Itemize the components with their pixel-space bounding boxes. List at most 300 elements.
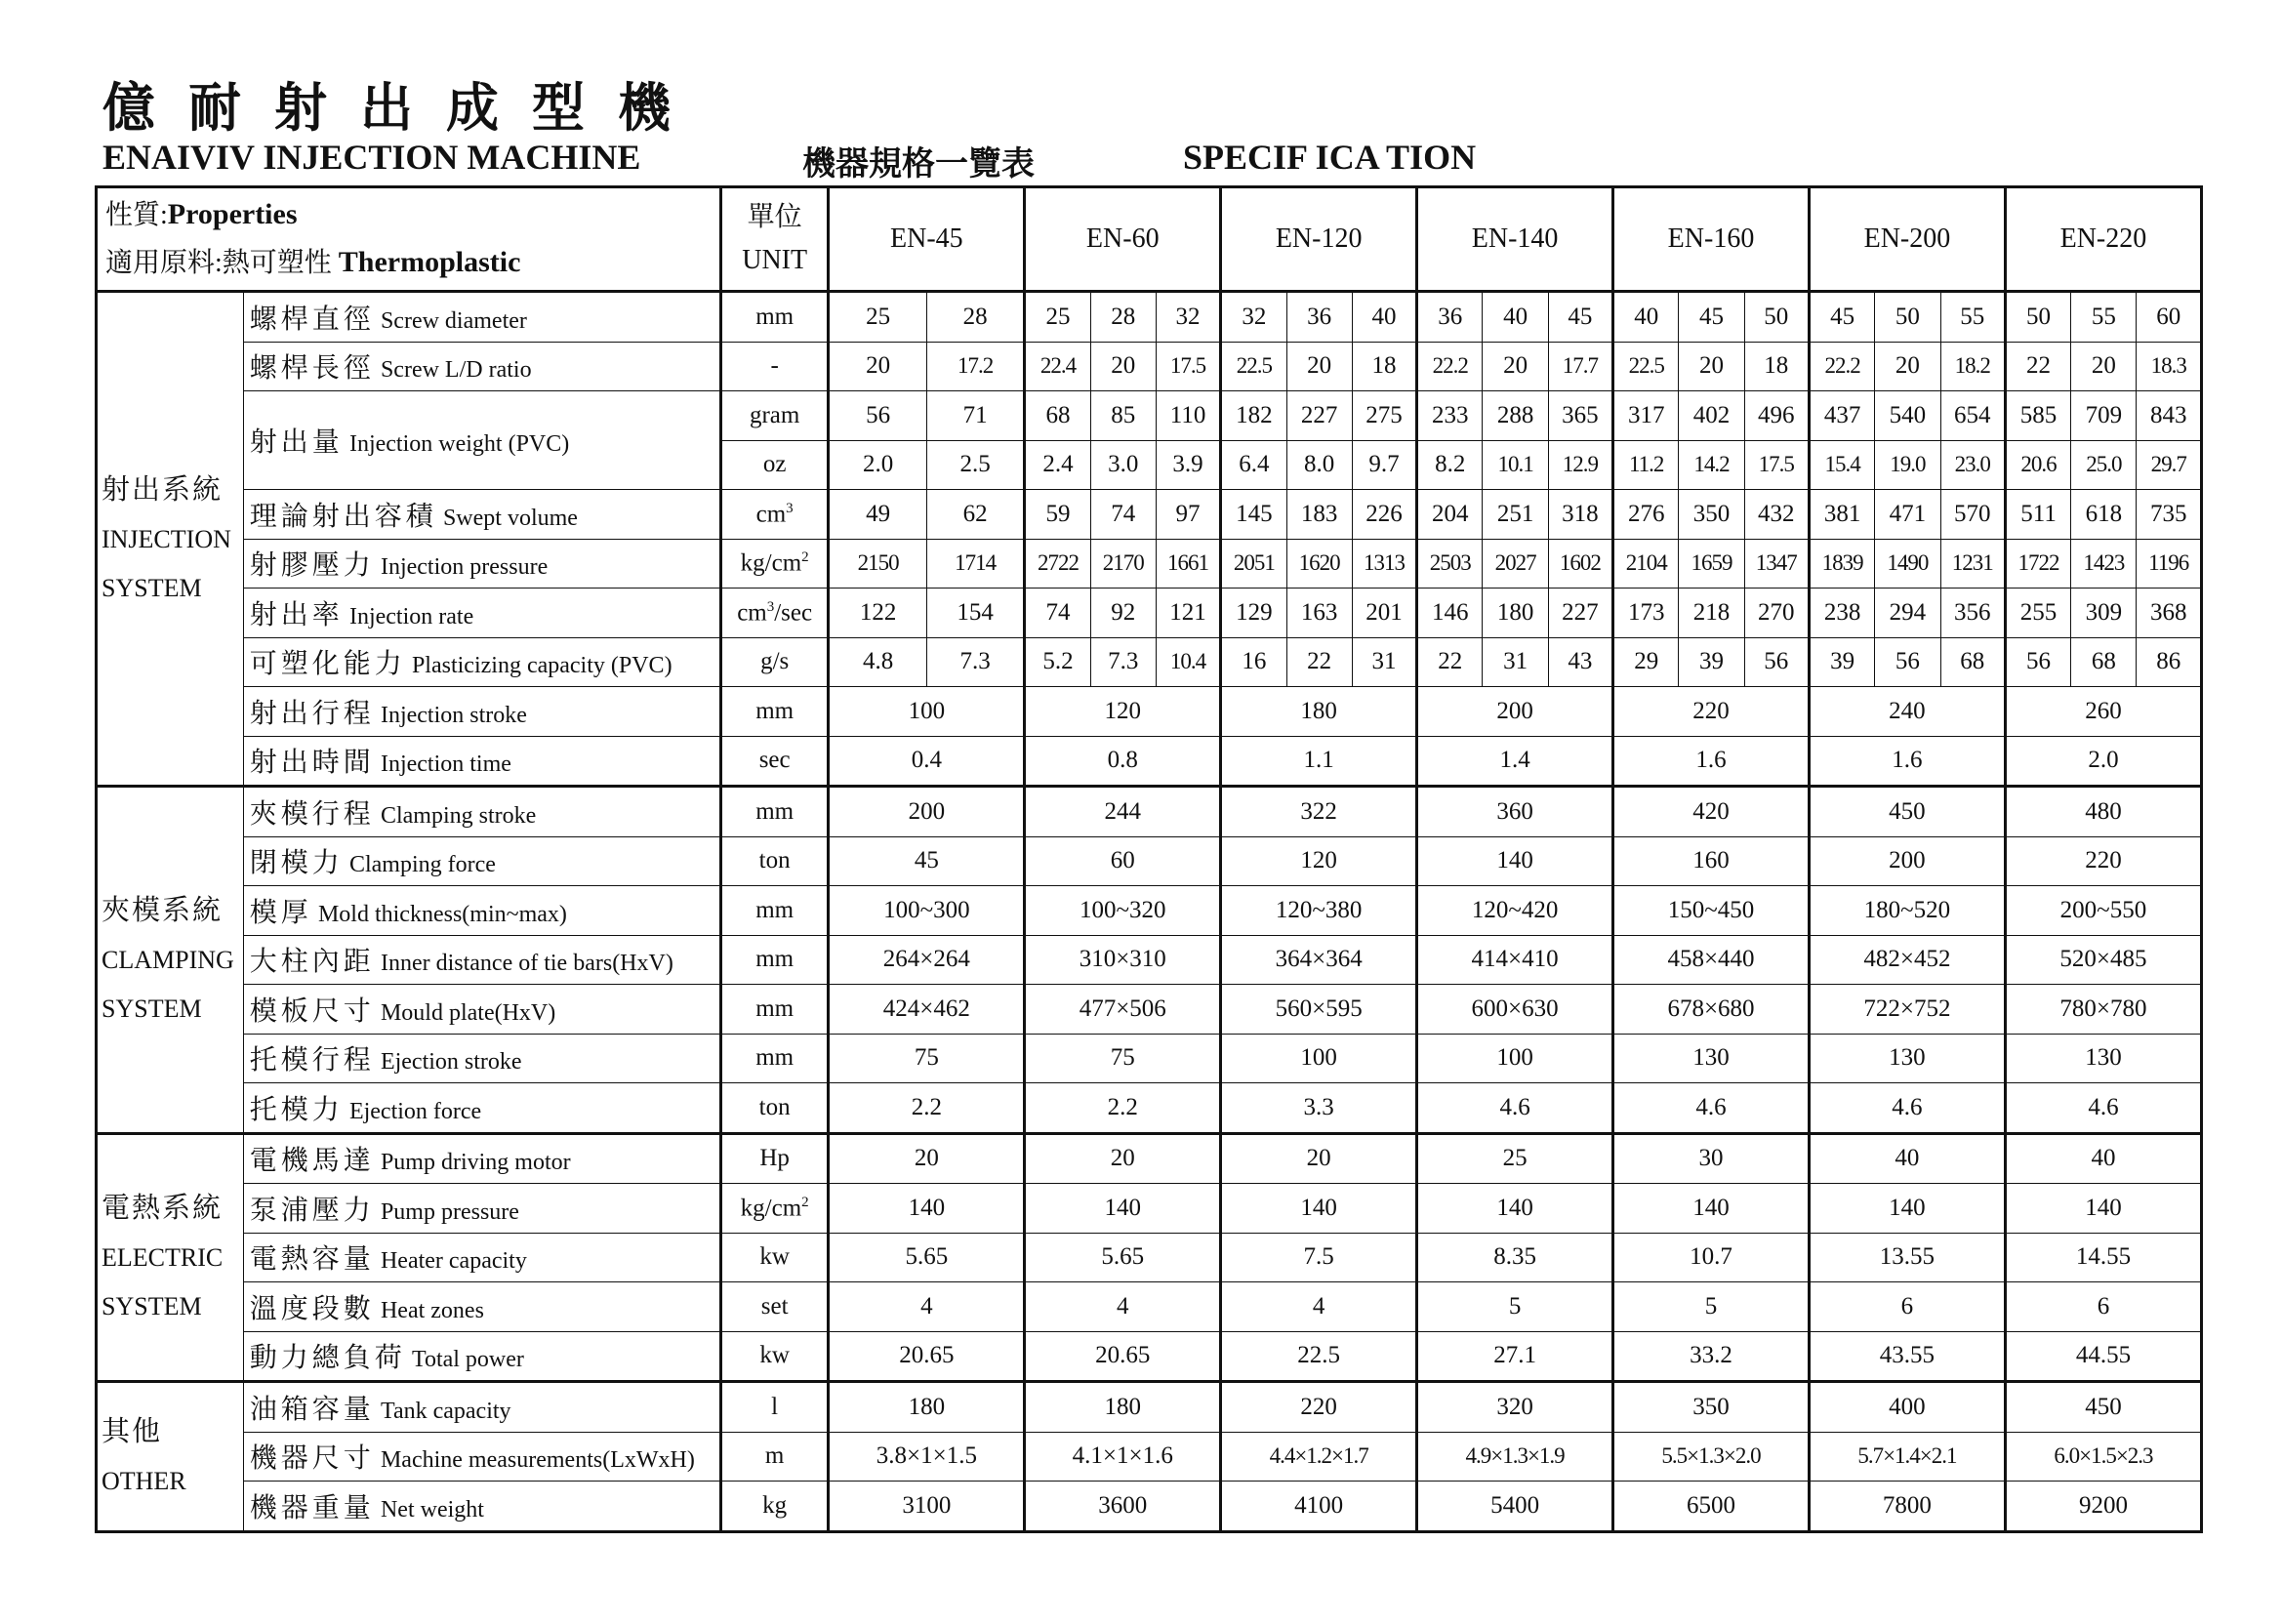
- model-header-en-45: EN-45: [829, 187, 1025, 292]
- value-cell: 20.65: [829, 1331, 1025, 1382]
- value-cell: 182: [1221, 391, 1286, 441]
- value-cell: 56: [1875, 637, 1940, 687]
- table-row: [97, 391, 2202, 441]
- value-cell: 36: [1417, 292, 1483, 343]
- value-cell: 18.3: [2137, 342, 2202, 391]
- value-cell: 0.8: [1025, 736, 1221, 787]
- value-cell: 6500: [1613, 1482, 1810, 1532]
- system-label-electric: [97, 1133, 244, 1382]
- value-cell: 68: [2071, 637, 2137, 687]
- value-cell: 22.2: [1417, 342, 1483, 391]
- item-label-en: Injection time: [380, 751, 511, 778]
- table-row: [97, 1233, 2202, 1282]
- value-cell: 39: [1809, 637, 1874, 687]
- value-cell: 1347: [1744, 539, 1809, 589]
- value-cell: 204: [1417, 490, 1483, 540]
- value-cell: 570: [1940, 490, 2005, 540]
- system-label-clamping-en2: SYSTEM: [102, 995, 202, 1024]
- table-row: [97, 985, 2202, 1035]
- value-cell: 122: [829, 589, 926, 638]
- table-row: [97, 836, 2202, 886]
- table-row: [97, 490, 2202, 540]
- item-label-en: Injection stroke: [380, 702, 527, 728]
- value-cell: 458×440: [1613, 935, 1810, 985]
- value-cell: 255: [2005, 589, 2070, 638]
- system-label-electric-en2: SYSTEM: [102, 1292, 202, 1321]
- value-cell: 424×462: [829, 985, 1025, 1035]
- value-cell: 2503: [1417, 539, 1483, 589]
- value-cell: 25: [1417, 1133, 1613, 1184]
- item-label-en: Mould plate(HxV): [380, 999, 556, 1026]
- value-cell: 0.4: [829, 736, 1025, 787]
- value-cell: 585: [2005, 391, 2070, 441]
- item-label-cn: 大柱內距: [249, 945, 375, 978]
- value-cell: 180: [1483, 589, 1548, 638]
- value-cell: 2.2: [829, 1083, 1025, 1134]
- value-cell: 75: [829, 1034, 1025, 1083]
- value-cell: 140: [1809, 1184, 2005, 1234]
- value-cell: 220: [1221, 1382, 1417, 1433]
- value-cell: 20: [829, 342, 926, 391]
- value-cell: 50: [1744, 292, 1809, 343]
- value-cell: 480: [2005, 787, 2201, 837]
- value-cell: 30: [1613, 1133, 1810, 1184]
- unit-cell: [720, 1282, 829, 1332]
- unit-cell: [720, 1184, 829, 1234]
- value-cell: 50: [1875, 292, 1940, 343]
- unit-cell: [720, 1133, 829, 1184]
- value-cell: 60: [1025, 836, 1221, 886]
- value-cell: 5.65: [1025, 1233, 1221, 1282]
- unit-superscript: 3: [786, 500, 794, 516]
- value-cell: 600×630: [1417, 985, 1613, 1035]
- model-header-en-60: EN-60: [1025, 187, 1221, 292]
- value-cell: 471: [1875, 490, 1940, 540]
- unit-cell: [720, 1233, 829, 1282]
- unit-text: g/s: [760, 648, 790, 675]
- value-cell: 780×780: [2005, 985, 2201, 1035]
- value-cell: 4: [829, 1282, 1025, 1332]
- value-cell: 240: [1809, 687, 2005, 737]
- value-cell: 540: [1875, 391, 1940, 441]
- item-label-cn: 可塑化能力: [249, 647, 406, 680]
- value-cell: 130: [2005, 1034, 2201, 1083]
- value-cell: 4.1×1×1.6: [1025, 1432, 1221, 1482]
- table-row: [97, 687, 2202, 737]
- value-cell: 8.0: [1286, 440, 1352, 490]
- unit-cell: [720, 935, 829, 985]
- value-cell: 31: [1352, 637, 1416, 687]
- item-label-cn: 射出量: [249, 426, 344, 458]
- document-title-chinese: 億耐射出成型機: [102, 76, 704, 139]
- unit-cell: [720, 440, 829, 490]
- system-label-electric-cn: 電熱系統: [102, 1191, 224, 1225]
- value-cell: 356: [1940, 589, 2005, 638]
- value-cell: 40: [1483, 292, 1548, 343]
- value-cell: 56: [829, 391, 926, 441]
- value-cell: 227: [1548, 589, 1612, 638]
- value-cell: 22: [1417, 637, 1483, 687]
- value-cell: 238: [1809, 589, 1874, 638]
- value-cell: 160: [1613, 836, 1810, 886]
- value-cell: 100: [829, 687, 1025, 737]
- unit-cell: [720, 1034, 829, 1083]
- model-header-en-220: EN-220: [2005, 187, 2201, 292]
- value-cell: 86: [2137, 637, 2202, 687]
- value-cell: 1196: [2137, 539, 2202, 589]
- value-cell: 4.6: [1417, 1083, 1613, 1134]
- unit-text: sec: [758, 747, 791, 774]
- value-cell: 8.2: [1417, 440, 1483, 490]
- item-label-en: Mold thickness(min~max): [317, 901, 567, 927]
- unit-text: kg: [762, 1491, 788, 1519]
- value-cell: 4.6: [1809, 1083, 2005, 1134]
- item-label: [243, 1034, 720, 1083]
- item-label-cn: 溫度段數: [249, 1291, 375, 1324]
- value-cell: 350: [1613, 1382, 1810, 1433]
- value-cell: 92: [1090, 589, 1156, 638]
- item-label-en: Swept volume: [442, 505, 578, 531]
- value-cell: 140: [1613, 1184, 1810, 1234]
- item-label: [243, 1432, 720, 1482]
- value-cell: 322: [1221, 787, 1417, 837]
- value-cell: 226: [1352, 490, 1416, 540]
- value-cell: 20: [2071, 342, 2137, 391]
- value-cell: 20: [829, 1133, 1025, 1184]
- item-label: [243, 589, 720, 638]
- item-label-en: Pump pressure: [380, 1198, 519, 1225]
- unit-cell: [720, 589, 829, 638]
- item-label-en: Inner distance of tie bars(HxV): [380, 951, 673, 977]
- value-cell: 1.6: [1613, 736, 1810, 787]
- value-cell: 1602: [1548, 539, 1612, 589]
- unit-cell: [720, 292, 829, 343]
- unit-text: mm: [755, 797, 795, 825]
- item-label-cn: 射膠壓力: [249, 548, 375, 582]
- item-label: [243, 1233, 720, 1282]
- value-cell: 400: [1809, 1382, 2005, 1433]
- value-cell: 140: [1025, 1184, 1221, 1234]
- value-cell: 2051: [1221, 539, 1286, 589]
- unit-cell: [720, 985, 829, 1035]
- value-cell: 180: [829, 1382, 1025, 1433]
- value-cell: 100~300: [829, 886, 1025, 936]
- unit-cell: [720, 1482, 829, 1532]
- value-cell: 140: [2005, 1184, 2201, 1234]
- unit-superscript: 2: [801, 549, 809, 566]
- value-cell: 251: [1483, 490, 1548, 540]
- value-cell: 20: [1286, 342, 1352, 391]
- value-cell: 19.0: [1875, 440, 1940, 490]
- value-cell: 320: [1417, 1382, 1613, 1433]
- item-label-en: Heat zones: [380, 1297, 484, 1323]
- value-cell: 14.2: [1679, 440, 1744, 490]
- unit-label-en: UNIT: [742, 245, 808, 275]
- value-cell: 55: [1940, 292, 2005, 343]
- value-cell: 432: [1744, 490, 1809, 540]
- unit-text: kg/cm: [740, 549, 802, 577]
- value-cell: 381: [1809, 490, 1874, 540]
- value-cell: 31: [1483, 637, 1548, 687]
- value-cell: 154: [926, 589, 1024, 638]
- value-cell: 511: [2005, 490, 2070, 540]
- value-cell: 678×680: [1613, 985, 1810, 1035]
- value-cell: 220: [1613, 687, 1810, 737]
- unit-cell: [720, 736, 829, 787]
- value-cell: 20: [1679, 342, 1744, 391]
- value-cell: 3.3: [1221, 1083, 1417, 1134]
- value-cell: 843: [2137, 391, 2202, 441]
- system-label-injection-en1: INJECTION: [102, 525, 231, 553]
- value-cell: 27.1: [1417, 1331, 1613, 1382]
- value-cell: 4100: [1221, 1482, 1417, 1532]
- value-cell: 233: [1417, 391, 1483, 441]
- value-cell: 14.55: [2005, 1233, 2201, 1282]
- value-cell: 11.2: [1613, 440, 1679, 490]
- value-cell: 100~320: [1025, 886, 1221, 936]
- value-cell: 13.55: [1809, 1233, 2005, 1282]
- item-label-en: Injection pressure: [380, 554, 549, 581]
- value-cell: 74: [1090, 490, 1156, 540]
- value-cell: 39: [1679, 637, 1744, 687]
- value-cell: 2.4: [1025, 440, 1090, 490]
- item-label-cn: 托模行程: [249, 1043, 375, 1076]
- value-cell: 16: [1221, 637, 1286, 687]
- value-cell: 180~520: [1809, 886, 2005, 936]
- value-cell: 56: [1744, 637, 1809, 687]
- unit-text: mm: [755, 896, 795, 923]
- value-cell: 450: [2005, 1382, 2201, 1433]
- value-cell: 29.7: [2137, 440, 2202, 490]
- specification-table: [95, 185, 2203, 1533]
- value-cell: 130: [1613, 1034, 1810, 1083]
- item-label-en: Screw L/D ratio: [380, 357, 532, 384]
- value-cell: 49: [829, 490, 926, 540]
- value-cell: 20: [1221, 1133, 1417, 1184]
- value-cell: 1620: [1286, 539, 1352, 589]
- unit-cell: [720, 342, 829, 391]
- value-cell: 309: [2071, 589, 2137, 638]
- value-cell: 420: [1613, 787, 1810, 837]
- value-cell: 200: [1809, 836, 2005, 886]
- properties-label-en: Properties: [167, 198, 298, 230]
- value-cell: 450: [1809, 787, 2005, 837]
- value-cell: 20: [1025, 1133, 1221, 1184]
- value-cell: 520×485: [2005, 935, 2201, 985]
- value-cell: 10.1: [1483, 440, 1548, 490]
- value-cell: 22.5: [1221, 1331, 1417, 1382]
- unit-text: oz: [762, 451, 787, 478]
- value-cell: 654: [1940, 391, 2005, 441]
- value-cell: 2027: [1483, 539, 1548, 589]
- value-cell: 3.8×1×1.5: [829, 1432, 1025, 1482]
- item-label-en: Clamping stroke: [380, 802, 537, 829]
- value-cell: 43.55: [1809, 1331, 2005, 1382]
- value-cell: 45: [1548, 292, 1612, 343]
- value-cell: 5.2: [1025, 637, 1090, 687]
- value-cell: 560×595: [1221, 985, 1417, 1035]
- value-cell: 1490: [1875, 539, 1940, 589]
- item-label-cn: 螺桿長徑: [249, 351, 375, 385]
- item-label-en: Machine measurements(LxWxH): [380, 1447, 695, 1474]
- value-cell: 368: [2137, 589, 2202, 638]
- unit-text: kw: [759, 1243, 790, 1271]
- item-label-cn: 射出時間: [249, 746, 375, 779]
- value-cell: 2170: [1090, 539, 1156, 589]
- value-cell: 173: [1613, 589, 1679, 638]
- properties-header: [97, 187, 721, 292]
- unit-cell: [720, 687, 829, 737]
- item-label-cn: 動力總負荷: [249, 1341, 406, 1374]
- value-cell: 97: [1156, 490, 1220, 540]
- spec-subtitle-chinese: 機器規格一覽表: [802, 144, 1035, 183]
- value-cell: 200~550: [2005, 886, 2201, 936]
- unit-header: [720, 187, 829, 292]
- item-label: [243, 836, 720, 886]
- value-cell: 402: [1679, 391, 1744, 441]
- item-label: [243, 1331, 720, 1382]
- value-cell: 20: [1875, 342, 1940, 391]
- table-row: [97, 1382, 2202, 1433]
- unit-cell: [720, 539, 829, 589]
- item-label-en: Injection weight (PVC): [348, 431, 570, 457]
- item-label: [243, 1133, 720, 1184]
- unit-text: mm: [755, 946, 795, 973]
- table-row: [97, 292, 2202, 343]
- value-cell: 22.2: [1809, 342, 1874, 391]
- value-cell: 6: [2005, 1282, 2201, 1332]
- value-cell: 71: [926, 391, 1024, 441]
- value-cell: 180: [1025, 1382, 1221, 1433]
- unit-label-cn: 單位: [747, 202, 802, 232]
- value-cell: 3.9: [1156, 440, 1220, 490]
- spec-subtitle-english: SPECIF ICA TION: [1183, 138, 1477, 177]
- system-label-other-cn: 其他: [102, 1414, 163, 1448]
- item-label: [243, 736, 720, 787]
- value-cell: 120: [1221, 836, 1417, 886]
- value-cell: 310×310: [1025, 935, 1221, 985]
- value-cell: 5: [1613, 1282, 1810, 1332]
- item-label: [243, 687, 720, 737]
- value-cell: 260: [2005, 687, 2201, 737]
- value-cell: 5: [1417, 1282, 1613, 1332]
- value-cell: 2.0: [829, 440, 926, 490]
- value-cell: 276: [1613, 490, 1679, 540]
- value-cell: 50: [2005, 292, 2070, 343]
- item-label-en: Plasticizing capacity (PVC): [411, 653, 672, 679]
- value-cell: 477×506: [1025, 985, 1221, 1035]
- value-cell: 2150: [829, 539, 926, 589]
- system-label-other-en1: OTHER: [102, 1467, 186, 1496]
- unit-text: set: [760, 1292, 789, 1320]
- table-row: [97, 1133, 2202, 1184]
- value-cell: 5400: [1417, 1482, 1613, 1532]
- value-cell: 10.7: [1613, 1233, 1810, 1282]
- value-cell: 4.8: [829, 637, 926, 687]
- value-cell: 55: [2071, 292, 2137, 343]
- value-cell: 364×364: [1221, 935, 1417, 985]
- value-cell: 140: [1417, 836, 1613, 886]
- value-cell: 62: [926, 490, 1024, 540]
- system-label-injection: [97, 292, 244, 787]
- value-cell: 20.65: [1025, 1331, 1221, 1382]
- value-cell: 23.0: [1940, 440, 2005, 490]
- value-cell: 120~380: [1221, 886, 1417, 936]
- value-cell: 201: [1352, 589, 1416, 638]
- system-label-other: [97, 1382, 244, 1532]
- value-cell: 5.65: [829, 1233, 1025, 1282]
- model-header-en-200: EN-200: [1809, 187, 2005, 292]
- item-label-cn: 理論射出容積: [249, 499, 437, 532]
- value-cell: 28: [1090, 292, 1156, 343]
- item-label-en: Tank capacity: [380, 1398, 511, 1424]
- value-cell: 32: [1156, 292, 1220, 343]
- value-cell: 7.5: [1221, 1233, 1417, 1282]
- unit-text: kw: [759, 1342, 790, 1369]
- value-cell: 20: [1483, 342, 1548, 391]
- value-cell: 7.3: [1090, 637, 1156, 687]
- item-label: [243, 985, 720, 1035]
- value-cell: 2722: [1025, 539, 1090, 589]
- value-cell: 44.55: [2005, 1331, 2201, 1382]
- item-label-en: Ejection force: [348, 1098, 482, 1124]
- unit-cell: [720, 886, 829, 936]
- value-cell: 5.5×1.3×2.0: [1613, 1432, 1810, 1482]
- value-cell: 350: [1679, 490, 1744, 540]
- value-cell: 482×452: [1809, 935, 2005, 985]
- system-label-injection-en2: SYSTEM: [102, 574, 202, 602]
- value-cell: 29: [1613, 637, 1679, 687]
- value-cell: 8.35: [1417, 1233, 1613, 1282]
- value-cell: 244: [1025, 787, 1221, 837]
- value-cell: 2.5: [926, 440, 1024, 490]
- unit-cell: [720, 1083, 829, 1134]
- unit-text: cm: [755, 500, 787, 527]
- value-cell: 74: [1025, 589, 1090, 638]
- value-cell: 1722: [2005, 539, 2070, 589]
- value-cell: 6.4: [1221, 440, 1286, 490]
- item-label: [243, 342, 720, 391]
- item-label-cn: 泵浦壓力: [249, 1193, 375, 1226]
- value-cell: 7800: [1809, 1482, 2005, 1532]
- value-cell: 120: [1025, 687, 1221, 737]
- value-cell: 25: [829, 292, 926, 343]
- value-cell: 3100: [829, 1482, 1025, 1532]
- system-label-clamping-cn: 夾模系統: [102, 893, 224, 927]
- table-row: [97, 342, 2202, 391]
- item-label: [243, 490, 720, 540]
- unit-text: mm: [755, 995, 795, 1022]
- value-cell: 140: [1221, 1184, 1417, 1234]
- value-cell: 1231: [1940, 539, 2005, 589]
- item-label: [243, 391, 720, 490]
- item-label-cn: 螺桿直徑: [249, 302, 375, 335]
- model-header-en-140: EN-140: [1417, 187, 1613, 292]
- item-label-cn: 機器尺寸: [249, 1441, 375, 1475]
- value-cell: 220: [2005, 836, 2201, 886]
- value-cell: 56: [2005, 637, 2070, 687]
- value-cell: 40: [1613, 292, 1679, 343]
- value-cell: 2.2: [1025, 1083, 1221, 1134]
- value-cell: 12.9: [1548, 440, 1612, 490]
- value-cell: 2104: [1613, 539, 1679, 589]
- value-cell: 5.7×1.4×2.1: [1809, 1432, 2005, 1482]
- value-cell: 7.3: [926, 637, 1024, 687]
- table-row: [97, 1331, 2202, 1382]
- value-cell: 4.9×1.3×1.9: [1417, 1432, 1613, 1482]
- value-cell: 121: [1156, 589, 1220, 638]
- unit-cell: [720, 1331, 829, 1382]
